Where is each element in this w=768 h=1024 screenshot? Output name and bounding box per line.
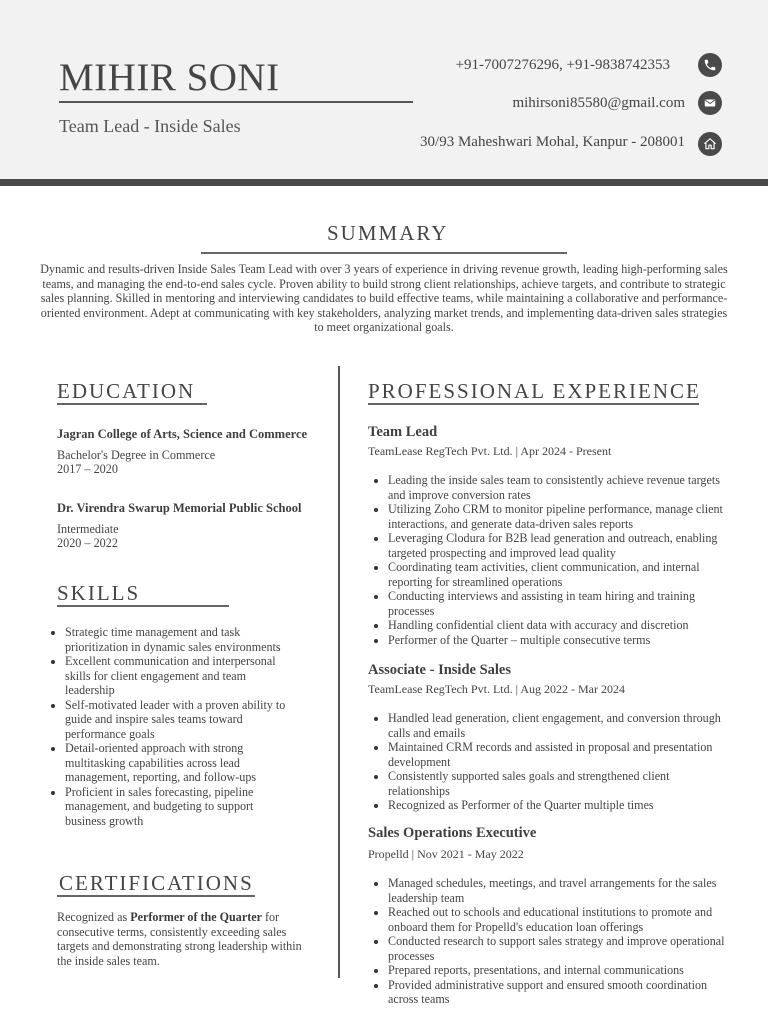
list-item: Reached out to schools and educational institutions to promote and onboard them for Propelld's education loan offerings [388,905,733,934]
list-item: Maintained CRM records and assisted in proposal and presentation development [388,740,728,769]
certification-highlight: Performer of the Quarter [130,910,262,924]
list-item: Leading the inside sales team to consistently achieve revenue targets and improve conversion rates [388,473,738,502]
list-item: Detail-oriented approach with strong multitasking capabilities across lead management, reporting, and follow-ups [65,741,287,785]
certification-prefix: Recognized as [57,910,131,924]
education-years: 2020 – 2022 [57,536,118,550]
education-years: 2017 – 2020 [57,462,118,476]
list-item: Coordinating team activities, client communication, and internal reporting for streamlined operations [388,560,738,589]
list-item: Utilizing Zoho CRM to monitor pipeline performance, manage client interactions, and generate data-driven sales reports [388,502,738,531]
contact-address: 30/93 Maheshwari Mohal, Kanpur - 208001 [420,134,685,150]
list-item: Consistently supported sales goals and strengthened client relationships [388,769,728,798]
education-school: Dr. Virendra Swarup Memorial Public School [57,501,302,515]
phone-icon [698,53,722,77]
summary-heading: SUMMARY [327,221,449,245]
experience-heading: PROFESSIONAL EXPERIENCE [368,379,701,403]
skills-heading: SKILLS [57,581,141,605]
job-bullets [388,876,733,1007]
home-icon [698,132,722,156]
list-item: Proficient in sales forecasting, pipeline management, and budgeting to support business growth [65,785,287,829]
list-item: Performer of the Quarter – multiple consecutive terms [388,633,738,648]
job-title: Associate - Inside Sales [368,662,511,678]
education-underline [57,403,207,405]
job-bullets [388,711,728,813]
education-school: Jagran College of Arts, Science and Commerce [57,427,308,441]
list-item: Prepared reports, presentations, and internal communications [388,963,733,978]
list-item: Recognized as Performer of the Quarter multiple times [388,798,728,813]
candidate-role: Team Lead - Inside Sales [59,116,241,136]
list-item: Provided administrative support and ensured smooth coordination across teams [388,978,733,1007]
list-item: Handled lead generation, client engagement, and conversion through calls and emails [388,711,728,740]
job-meta: TeamLease RegTech Pvt. Ltd. | Apr 2024 - Present [368,444,612,458]
education-degree: Bachelor's Degree in Commerce [57,448,216,462]
skills-list [65,625,287,828]
education-degree: Intermediate [57,522,119,536]
summary-text: Dynamic and results-driven Inside Sales Team Lead with over 3 years of experience in driving revenue growth, leading high-performing sales teams, and managing the end-to-end sales cycle. Proven ability to build strong client relationships, achieve targets, and contribute to strategic sales planning. Skilled in mentoring and interviewing candidates to build effective teams, while maintaining a collaborative and performance-oriented environment. Adept at communicating with key stakeholders, analyzing market trends, and implementing data-driven sales strategies to meet organizational goals. [40,262,728,335]
list-item: Conducting interviews and assisting in team hiring and training processes [388,589,738,618]
contact-phone: +91-7007276296, +91-9838742353 [455,57,670,73]
list-item: Handling confidential client data with accuracy and discretion [388,618,738,633]
job-title: Team Lead [368,424,438,440]
list-item: Conducted research to support sales strategy and improve operational processes [388,934,733,963]
job-meta: TeamLease RegTech Pvt. Ltd. | Aug 2022 - Mar 2024 [368,682,625,696]
column-divider [338,366,340,978]
job-meta: Propelld | Nov 2021 - May 2022 [368,847,524,861]
contact-email: mihirsoni85580@gmail.com [512,95,685,111]
job-title: Sales Operations Executive [368,825,537,841]
mail-icon [698,91,722,115]
list-item: Strategic time management and task prioritization in dynamic sales environments [65,625,287,654]
skills-underline [57,605,229,607]
name-underline [59,101,413,103]
list-item: Self-motivated leader with a proven ability to guide and inspire sales teams toward performance goals [65,697,286,741]
job-bullets [388,473,738,647]
certification-suffix: for consecutive terms, consistently exceeding sales targets and demonstrating strong leadership within the inside sales team. [57,910,302,968]
certifications-heading: CERTIFICATIONS [59,871,254,895]
education-heading: EDUCATION [57,379,196,403]
list-item: Managed schedules, meetings, and travel arrangements for the sales leadership team [388,876,733,905]
certification-text [57,910,319,968]
certifications-underline [57,895,255,897]
candidate-name: MIHIR SONI [59,56,280,99]
summary-underline [201,252,567,254]
experience-underline [368,403,699,405]
list-item: Leveraging Clodura for B2B lead generation and outreach, enabling targeted prospecting and improved lead quality [388,531,738,560]
header-divider-bar [0,179,768,186]
list-item: Excellent communication and interpersonal skills for client engagement and team leadership [65,654,287,698]
